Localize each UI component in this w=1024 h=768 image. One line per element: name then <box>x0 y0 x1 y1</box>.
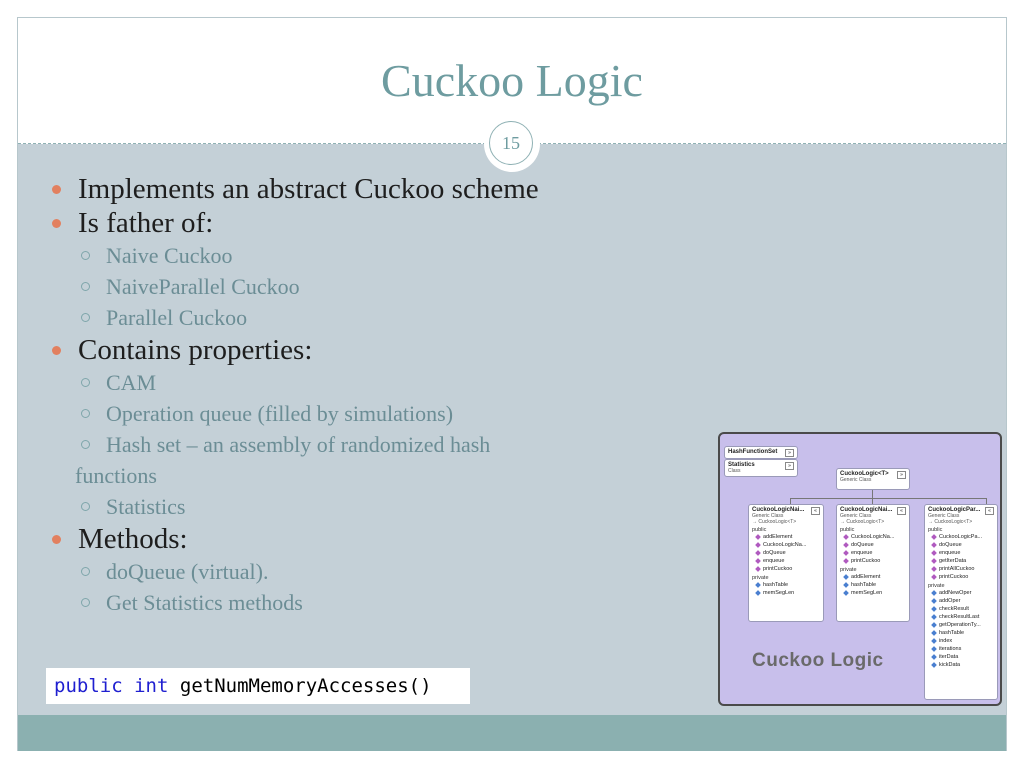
public-member[interactable]: CuckooLogicNa... <box>749 541 823 549</box>
class-name: HashFunctionSet <box>728 449 778 455</box>
bullet-list <box>48 172 708 618</box>
expand-icon[interactable]: » <box>897 471 906 479</box>
footer-band <box>18 715 1006 751</box>
class-kind: Class <box>728 468 741 474</box>
class-name: CuckooLogicPar... <box>928 507 981 513</box>
section-public: public <box>752 527 767 533</box>
sub-bullet-continuation: functions <box>75 463 157 488</box>
code-keyword-public: public <box>54 675 123 697</box>
sub-bullet-item <box>48 556 708 587</box>
bullet-item <box>48 333 708 367</box>
public-members <box>837 533 909 565</box>
class-kind: Generic Class <box>840 513 872 519</box>
ring-bullet-icon <box>81 378 90 387</box>
collapse-icon[interactable]: « <box>811 507 820 515</box>
public-member[interactable]: printCuckoo <box>749 565 823 573</box>
inheritance-connector <box>872 490 873 498</box>
class-base: → CuckooLogic<T> <box>928 519 973 525</box>
private-members <box>925 589 997 669</box>
ring-bullet-icon <box>81 440 90 449</box>
code-method-name: getNumMemoryAccesses() <box>179 675 432 697</box>
slide-title: Cuckoo Logic <box>381 55 643 106</box>
sub-bullet-item <box>48 271 708 302</box>
private-members <box>749 581 823 597</box>
expand-icon[interactable]: » <box>785 449 794 457</box>
diagram-label: Cuckoo Logic <box>752 650 884 671</box>
sub-bullet-text: Statistics <box>106 494 186 519</box>
public-members <box>925 533 997 581</box>
private-member[interactable]: kickData <box>925 661 997 669</box>
public-member[interactable]: enqueue <box>749 557 823 565</box>
public-member[interactable]: printCuckoo <box>925 573 997 581</box>
sub-bullet-text: NaiveParallel Cuckoo <box>106 274 300 299</box>
public-member[interactable]: enqueue <box>925 549 997 557</box>
class-hashfunctionset[interactable] <box>724 446 798 459</box>
ring-bullet-icon <box>81 409 90 418</box>
sub-bullet-item <box>48 302 708 333</box>
ring-bullet-icon <box>81 313 90 322</box>
class-base: → CuckooLogic<T> <box>752 519 797 525</box>
private-member[interactable]: addOper <box>925 597 997 605</box>
sub-bullet-text: doQueue (virtual). <box>106 559 269 584</box>
ring-bullet-icon <box>81 251 90 260</box>
sub-bullet-text: Parallel Cuckoo <box>106 305 248 330</box>
bullet-item <box>48 172 708 206</box>
public-member[interactable]: addElement <box>749 533 823 541</box>
private-member[interactable]: iterData <box>925 653 997 661</box>
private-member[interactable]: hashTable <box>837 581 909 589</box>
sub-bullet-item <box>48 491 708 522</box>
private-member[interactable]: memSegLen <box>837 589 909 597</box>
bullet-text: Implements an abstract Cuckoo scheme <box>78 173 539 205</box>
collapse-icon[interactable]: « <box>985 507 994 515</box>
public-member[interactable]: doQueue <box>749 549 823 557</box>
public-member[interactable]: doQueue <box>925 541 997 549</box>
public-member[interactable]: printAllCuckoo <box>925 565 997 573</box>
private-member[interactable]: index <box>925 637 997 645</box>
public-member[interactable]: CuckooLogicNa... <box>837 533 909 541</box>
private-member[interactable]: hashTable <box>749 581 823 589</box>
bullet-dot-icon <box>52 185 61 194</box>
bullet-text: Is father of: <box>78 207 214 239</box>
collapse-icon[interactable]: « <box>897 507 906 515</box>
sub-bullet-item <box>48 429 708 460</box>
private-members <box>837 573 909 597</box>
bullet-item <box>48 206 708 240</box>
sub-bullet-text: Get Statistics methods <box>106 590 303 615</box>
public-member[interactable]: CuckooLogicPa... <box>925 533 997 541</box>
section-public: public <box>928 527 943 533</box>
bullet-dot-icon <box>52 535 61 544</box>
private-member[interactable]: hashTable <box>925 629 997 637</box>
private-member[interactable]: addElement <box>837 573 909 581</box>
class-diagram <box>718 432 1002 706</box>
class-parallel[interactable] <box>924 504 998 700</box>
section-public: public <box>840 527 855 533</box>
sub-bullet-text: Operation queue (filled by simulations) <box>106 401 454 426</box>
page-number: 15 <box>489 121 533 165</box>
class-name: Statistics <box>728 462 755 468</box>
private-member[interactable]: iterations <box>925 645 997 653</box>
public-member[interactable]: getIterData <box>925 557 997 565</box>
class-kind: Generic Class <box>840 477 872 483</box>
public-member[interactable]: enqueue <box>837 549 909 557</box>
class-naiveparallel[interactable] <box>836 504 910 622</box>
ring-bullet-icon <box>81 502 90 511</box>
sub-bullet-item <box>48 398 708 429</box>
section-private: private <box>752 575 769 581</box>
ring-bullet-icon <box>81 598 90 607</box>
private-member[interactable]: getOperationTy... <box>925 621 997 629</box>
sub-bullet-text: CAM <box>106 370 157 395</box>
private-member[interactable]: addNewOper <box>925 589 997 597</box>
sub-bullet-text: Naive Cuckoo <box>106 243 233 268</box>
ring-bullet-icon <box>81 567 90 576</box>
inheritance-connector <box>790 498 986 499</box>
sub-bullet-text: Hash set – an assembly of randomized hash <box>106 432 491 457</box>
class-statistics[interactable] <box>724 459 798 477</box>
bullet-item <box>48 522 708 556</box>
section-private: private <box>840 567 857 573</box>
expand-icon[interactable]: » <box>785 462 794 470</box>
class-name: CuckooLogicNai... <box>840 507 893 513</box>
public-member[interactable]: printCuckoo <box>837 557 909 565</box>
code-keyword-int: int <box>134 675 169 697</box>
private-member[interactable]: memSegLen <box>749 589 823 597</box>
class-cuckoologic[interactable] <box>836 468 910 490</box>
sub-bullet-item <box>48 587 708 618</box>
bullet-dot-icon <box>52 219 61 228</box>
bullet-text: Methods: <box>78 523 188 555</box>
class-name: CuckooLogic<T> <box>840 471 889 477</box>
bullet-dot-icon <box>52 346 61 355</box>
code-snippet <box>46 668 470 704</box>
section-private: private <box>928 583 945 589</box>
sub-bullet-item <box>48 367 708 398</box>
class-kind: Generic Class <box>752 513 784 519</box>
private-member[interactable]: checkResult <box>925 605 997 613</box>
class-name: CuckooLogicNai... <box>752 507 805 513</box>
public-members <box>749 533 823 573</box>
private-member[interactable]: checkResultLast <box>925 613 997 621</box>
class-kind: Generic Class <box>928 513 960 519</box>
class-base: → CuckooLogic<T> <box>840 519 885 525</box>
bullet-text: Contains properties: <box>78 334 313 366</box>
sub-bullet-item <box>48 240 708 271</box>
ring-bullet-icon <box>81 282 90 291</box>
class-naive[interactable] <box>748 504 824 622</box>
public-member[interactable]: doQueue <box>837 541 909 549</box>
